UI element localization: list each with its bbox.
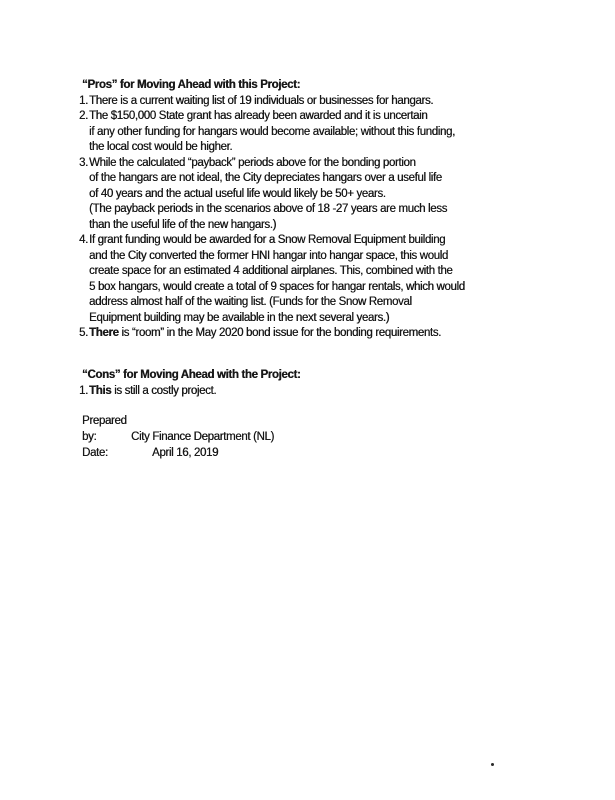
item-text bbox=[89, 94, 519, 110]
item-line: the local cost would be higher. bbox=[89, 141, 233, 153]
item-line bbox=[89, 326, 519, 342]
cons-heading: “Cons” for Moving Ahead with the Project: bbox=[82, 369, 301, 381]
cons-item-1 bbox=[79, 384, 519, 400]
item-line: of the hangars are not ideal, the City depreciates hangars over a useful life bbox=[89, 172, 442, 184]
pros-item-1 bbox=[79, 94, 519, 110]
document-footer bbox=[82, 413, 519, 461]
item-text bbox=[89, 326, 519, 342]
item-number: 4. bbox=[79, 234, 88, 246]
item-line-rest: is still a costly project. bbox=[111, 384, 217, 397]
prepared-by-line bbox=[82, 413, 519, 445]
item-text bbox=[89, 233, 519, 326]
date-line bbox=[82, 445, 519, 461]
item-line: The $150,000 State grant has already been awarded and it is uncertain bbox=[89, 110, 428, 122]
item-text bbox=[89, 384, 519, 400]
item-number: 3. bbox=[79, 156, 88, 169]
item-line: than the useful life of the new hangars.) bbox=[89, 218, 277, 231]
pros-item-3 bbox=[79, 156, 519, 234]
document-content bbox=[79, 78, 519, 461]
pros-item-4 bbox=[79, 233, 519, 326]
bold-lead-word: This bbox=[89, 384, 112, 397]
prepared-by-label: Prepared by: bbox=[82, 415, 127, 443]
item-line-rest: is “room” in the May 2020 bond issue for the bonding requirements. bbox=[118, 327, 441, 339]
item-number: 1. bbox=[79, 384, 88, 397]
item-line: While the calculated “payback” periods above for the bonding portion bbox=[89, 156, 416, 169]
item-text bbox=[89, 109, 519, 156]
item-line: and the City converted the former HNI hangar into hangar space, this would bbox=[89, 249, 448, 262]
item-line: of 40 years and the actual useful life would likely be 50+ years. bbox=[89, 187, 386, 200]
item-line: 5 box hangars, would create a total of 9 spaces for hangar rentals, which would bbox=[89, 280, 465, 293]
item-line: create space for an estimated 4 additional airplanes. This, combined with the bbox=[89, 265, 453, 277]
item-line: Equipment building may be available in the next several years.) bbox=[89, 311, 390, 324]
date-label: Date: bbox=[82, 447, 108, 459]
scan-speck-artifact bbox=[491, 763, 494, 766]
item-number: 2. bbox=[79, 110, 88, 122]
pros-item-2 bbox=[79, 109, 519, 156]
bold-lead-word: There bbox=[89, 327, 119, 339]
item-line: There is a current waiting list of 19 individuals or businesses for hangars. bbox=[89, 94, 434, 107]
item-text bbox=[89, 156, 519, 234]
item-line bbox=[89, 384, 519, 400]
item-line: address almost half of the waiting list. (Funds for the Snow Removal bbox=[89, 296, 412, 308]
item-line: If grant funding would be awarded for a Snow Removal Equipment building bbox=[89, 234, 446, 246]
pros-item-5 bbox=[79, 326, 519, 342]
prepared-by-value: City Finance Department (NL) bbox=[131, 431, 274, 443]
item-line: (The payback periods in the scenarios above of 18 -27 years are much less bbox=[89, 203, 447, 215]
item-line: if any other funding for hangars would become available; without this funding, bbox=[89, 125, 455, 138]
item-number: 5. bbox=[79, 327, 88, 339]
date-value: April 16, 2019 bbox=[152, 447, 219, 459]
pros-heading: “Pros” for Moving Ahead with this Project: bbox=[82, 79, 301, 91]
item-number: 1. bbox=[79, 94, 88, 107]
